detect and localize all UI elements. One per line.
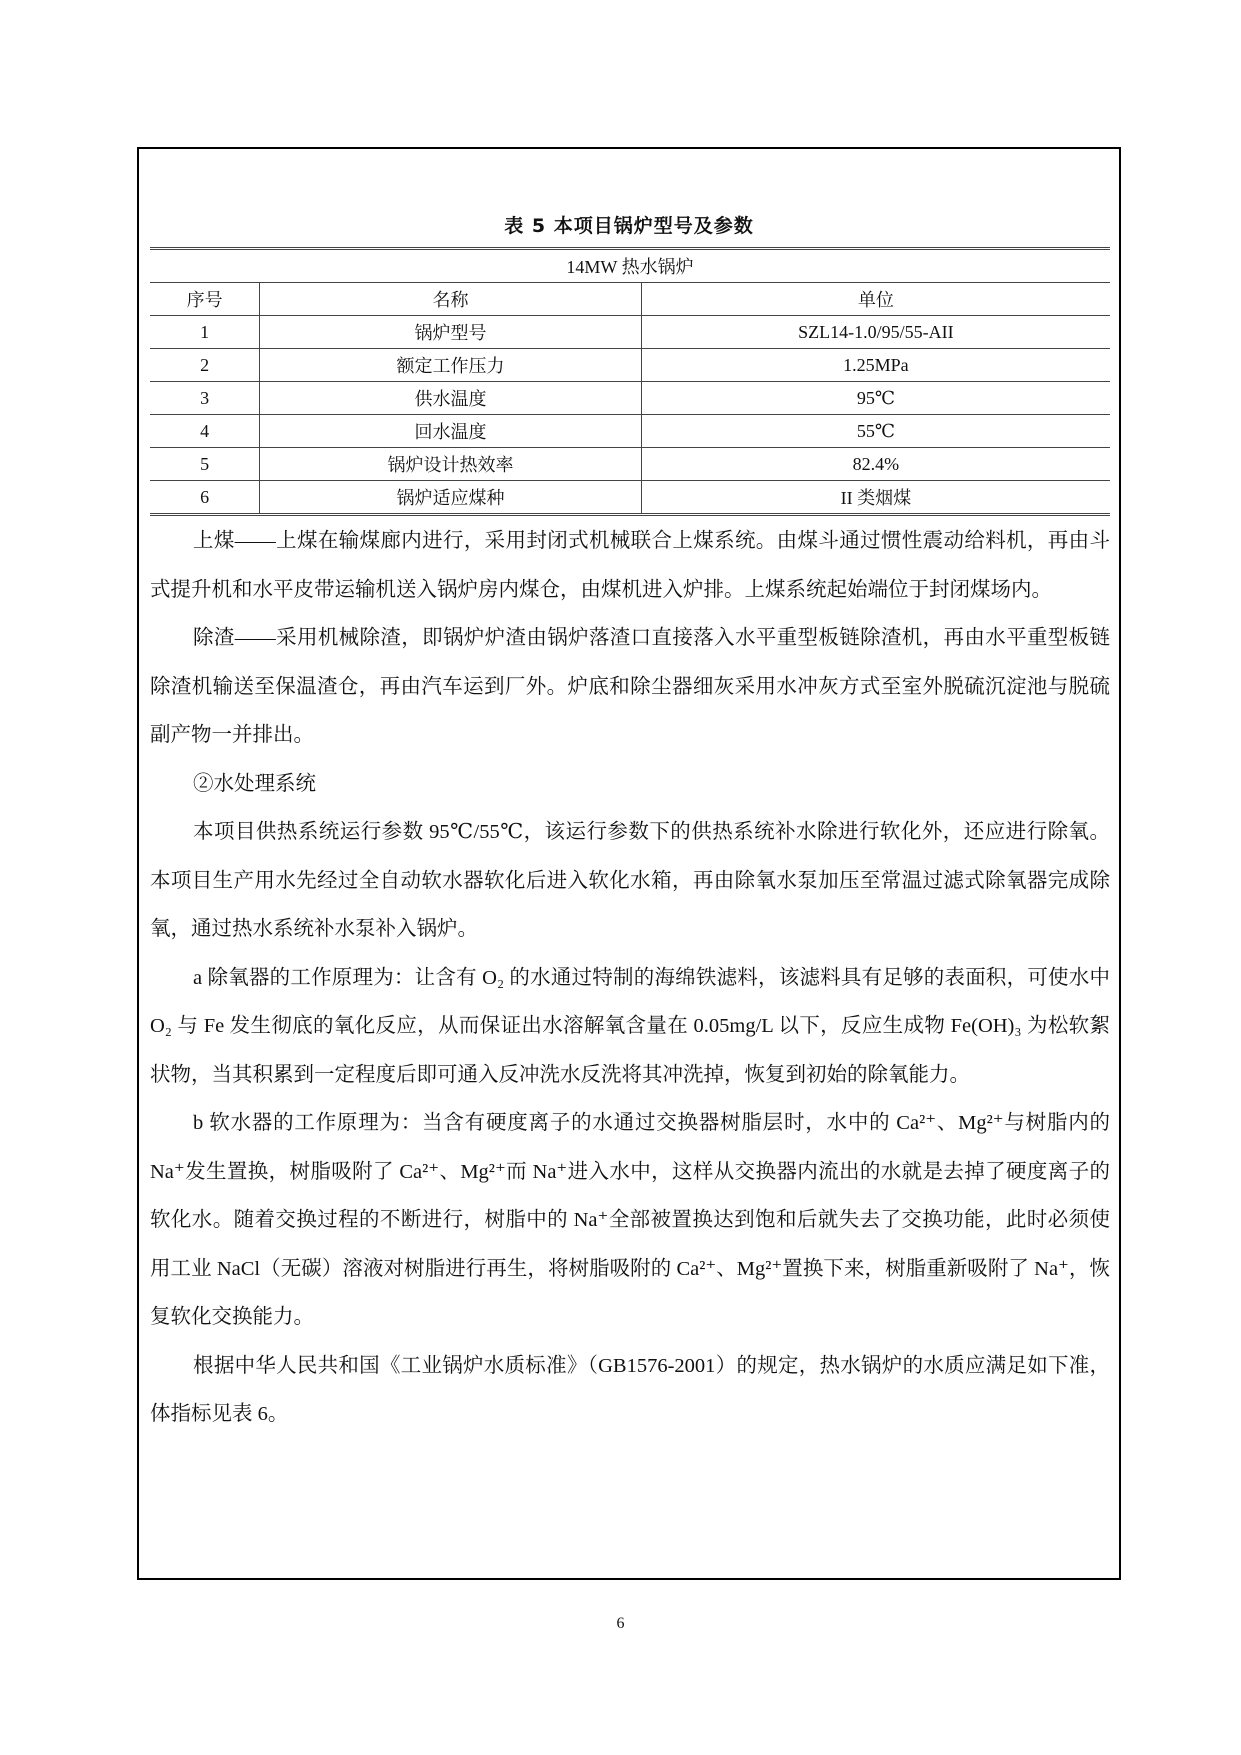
table-row — [150, 481, 1110, 515]
table-cell: 4 — [150, 415, 260, 448]
header-cell: 序号 — [150, 283, 260, 316]
paragraph-softener: b 软水器的工作原理为：当含有硬度离子的水通过交换器树脂层时，水中的 Ca²⁺、Mg²⁺与树脂内的 Na⁺发生置换，树脂吸附了 Ca²⁺、Mg²⁺而 Na⁺进入水中，这样从交换器内流出的水就是去掉了硬度离子的软化水。随着交换过程的不断进行，树脂中的 Na⁺全部被置换达到饱和后就失去了交换功能，此时必须使用工业 NaCl（无碳）溶液对树脂进行再生，将树脂吸附的 Ca²⁺、Mg²⁺置换下来，树脂重新吸附了 Na⁺，恢复软化交换能力。 — [150, 1112, 1110, 1328]
table-cell: 供水温度 — [260, 382, 642, 415]
table-cell: 55℃ — [641, 415, 1110, 448]
paragraph-slag-removal: 除渣——采用机械除渣，即锅炉炉渣由锅炉落渣口直接落入水平重型板链除渣机，再由水平重型板链除渣机输送至保温渣仓，再由汽车运到厂外。炉底和除尘器细灰采用水冲灰方式至室外脱硫沉淀池与脱硫副产物一并排出。 — [150, 627, 1110, 746]
table-row — [150, 316, 1110, 349]
table-cell: 2 — [150, 349, 260, 382]
paragraph-water-treatment: 本项目供热系统运行参数 95℃/55℃，该运行参数下的供热系统补水除进行软化外，还应进行除氧。本项目生产用水先经过全自动软水器软化后进入软化水箱，再由除氧水泵加压至常温过滤式除氧器完成除氧，通过热水系统补水泵补入锅炉。 — [150, 821, 1110, 940]
body-text — [150, 517, 1110, 1439]
table-row — [150, 382, 1110, 415]
table-cell: 锅炉适应煤种 — [260, 481, 642, 515]
table-cell: 3 — [150, 382, 260, 415]
table-caption-row — [150, 249, 1110, 283]
table-cell: 额定工作压力 — [260, 349, 642, 382]
paragraph-deaerator: a 除氧器的工作原理为：让含有 O₂ 的水通过特制的海绵铁滤料，该滤料具有足够的表面积，可使水中 O₂ 与 Fe 发生彻底的氧化反应，从而保证出水溶解氧含量在 0.05mg/L 以下，反应生成物 Fe(OH)₃ 为松软絮状物，当其积累到一定程度后即可通入反冲洗水反洗将其冲洗掉，恢复到初始的除氧能力。 — [150, 966, 1110, 1086]
page-frame — [137, 147, 1121, 1580]
table-cell: 95℃ — [641, 382, 1110, 415]
table-cell: 1.25MPa — [641, 349, 1110, 382]
table-cell: SZL14-1.0/95/55-AII — [641, 316, 1110, 349]
header-cell: 单位 — [641, 283, 1110, 316]
section-heading-water-treatment: ②水处理系统 — [193, 772, 317, 795]
table-row — [150, 415, 1110, 448]
table-cell: 1 — [150, 316, 260, 349]
table-cell: 回水温度 — [260, 415, 642, 448]
table-caption: 14MW 热水锅炉 — [150, 249, 1110, 283]
page-number: 6 — [616, 1615, 625, 1632]
boiler-params-table — [150, 247, 1110, 516]
table-cell: 锅炉设计热效率 — [260, 448, 642, 481]
table-title: 表 5 本项目锅炉型号及参数 — [504, 215, 754, 237]
table-cell: 锅炉型号 — [260, 316, 642, 349]
table-row — [150, 448, 1110, 481]
paragraph-coal-feeding: 上煤——上煤在输煤廊内进行，采用封闭式机械联合上煤系统。由煤斗通过惯性震动给料机，再由斗式提升机和水平皮带运输机送入锅炉房内煤仓，由煤机进入炉排。上煤系统起始端位于封闭煤场内。 — [150, 530, 1110, 601]
table-row — [150, 349, 1110, 382]
table-header-row — [150, 283, 1110, 316]
header-cell: 名称 — [260, 283, 642, 316]
table-cell: 5 — [150, 448, 260, 481]
table-cell: II 类烟煤 — [641, 481, 1110, 515]
table-cell: 82.4% — [641, 448, 1110, 481]
paragraph-water-standard: 根据中华人民共和国《工业锅炉水质标准》（GB1576-2001）的规定，热水锅炉的水质应满足如下准，体指标见表 6。 — [150, 1354, 1110, 1425]
table-cell: 6 — [150, 481, 260, 515]
